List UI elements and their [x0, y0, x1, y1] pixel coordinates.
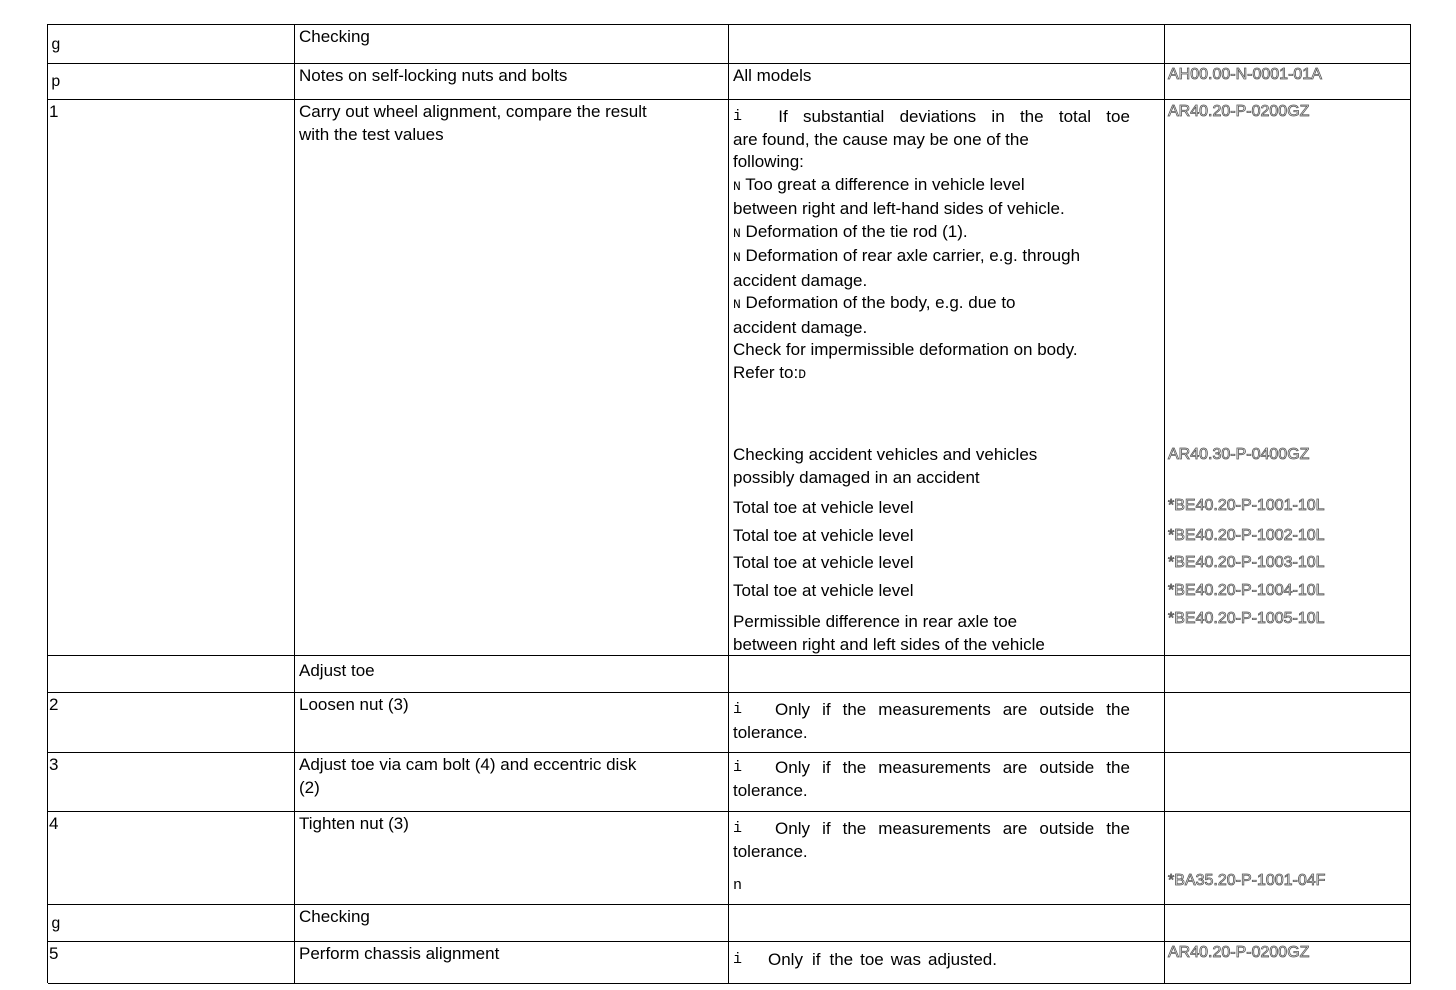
operation-cell	[295, 64, 729, 100]
step-cell	[48, 753, 295, 812]
operation-text: Carry out wheel alignment, compare the result with the test values	[299, 102, 647, 144]
operation-cell	[295, 693, 729, 753]
section-heading: Adjust toe	[299, 661, 375, 680]
reference-cell	[1165, 64, 1411, 100]
bullet-item: N Too great a difference in vehicle level	[733, 174, 1025, 194]
operation-text: Notes on self-locking nuts and bolts	[299, 66, 568, 85]
operation-text: Loosen nut (3)	[299, 695, 409, 714]
info-icon: i	[733, 951, 743, 968]
procedure-table	[47, 24, 1411, 983]
notes-cell	[729, 753, 1165, 812]
info-icon: i	[733, 820, 743, 837]
document-reference[interactable]: *BE40.20-P-1004-10L	[1168, 582, 1325, 599]
table-row	[48, 25, 1412, 64]
document-reference[interactable]: *BE40.20-P-1003-10L	[1168, 554, 1325, 571]
bullet-icon: N	[733, 225, 741, 241]
info-note: i Only if the measurements are outside the tolerance.	[733, 758, 1130, 800]
document-reference[interactable]: *BE40.20-P-1002-10L	[1168, 527, 1325, 544]
reference-cell	[1165, 693, 1411, 753]
reference-cell	[1165, 942, 1411, 984]
step-number: 4	[49, 814, 59, 833]
operation-cell	[295, 656, 729, 693]
table-row	[48, 905, 1412, 942]
document-reference[interactable]: *BE40.20-P-1005-10L	[1168, 610, 1325, 627]
step-cell	[48, 64, 295, 100]
operation-cell	[295, 812, 729, 905]
reference-cell	[1165, 812, 1411, 905]
operation-text: Tighten nut (3)	[299, 814, 409, 833]
step-symbol: g	[51, 915, 61, 933]
sub-item: Total toe at vehicle level	[733, 498, 914, 517]
reference-cell	[1165, 25, 1411, 64]
sub-item: Checking accident vehicles and vehicles possibly damaged in an accident	[733, 445, 1038, 487]
notes-cell	[729, 25, 1165, 64]
operation-cell	[295, 753, 729, 812]
step-cell	[48, 656, 295, 693]
document-reference[interactable]: *BE40.20-P-1001-10L	[1168, 497, 1325, 514]
table-row	[48, 100, 1412, 656]
table-row	[48, 942, 1412, 984]
reference-cell	[1165, 905, 1411, 942]
reference-cell	[1165, 753, 1411, 812]
step-cell	[48, 693, 295, 753]
step-symbol: g	[51, 36, 61, 54]
operation-cell	[295, 905, 729, 942]
document-reference[interactable]: *BA35.20-P-1001-04F	[1168, 872, 1326, 889]
operation-text: Adjust toe via cam bolt (4) and eccentric disk (2)	[299, 755, 637, 797]
step-symbol: p	[51, 73, 61, 91]
document-reference[interactable]: AR40.20-P-0200GZ	[1168, 103, 1310, 120]
table-row	[48, 693, 1412, 753]
notes-cell	[729, 64, 1165, 100]
reference-cell	[1165, 656, 1411, 693]
table-row	[48, 753, 1412, 812]
table-row	[48, 812, 1412, 905]
bullet-item: N Deformation of rear axle carrier, e.g. through	[733, 246, 1081, 265]
bullet-item: N Deformation of the body, e.g. due to	[733, 293, 1016, 312]
bullet-item: N Deformation of the tie rod (1).	[733, 221, 968, 241]
info-note: i Only if the measurements are outside the tolerance.	[733, 819, 1130, 861]
bullet-icon: N	[733, 250, 741, 265]
notes-cell	[729, 942, 1165, 984]
info-icon: i	[733, 759, 743, 776]
operation-text: Perform chassis alignment	[299, 944, 500, 963]
operation-text: Checking	[299, 907, 370, 926]
step-cell	[48, 905, 295, 942]
operation-text: Checking	[299, 27, 370, 46]
step-cell	[48, 100, 295, 656]
info-icon: i	[733, 701, 743, 718]
info-note: i Only if the measurements are outside the tolerance.	[733, 700, 1130, 742]
operation-cell	[295, 100, 729, 656]
step-number: 5	[49, 944, 59, 963]
bullet-icon: N	[733, 297, 741, 312]
table-row	[48, 64, 1412, 100]
notes-cell	[729, 693, 1165, 753]
info-note: i Only if the toe was adjusted.	[733, 949, 997, 972]
info-note-first-line: i If substantial deviations in the total toe	[733, 106, 1130, 129]
reference-cell	[1165, 100, 1411, 656]
notes-cell	[729, 812, 1165, 905]
document-reference[interactable]: AH00.00-N-0001-01A	[1168, 66, 1322, 83]
notes-cell	[729, 656, 1165, 693]
document-link-icon[interactable]: D	[798, 366, 807, 382]
table-row	[48, 656, 1412, 693]
sub-item: Total toe at vehicle level	[733, 553, 914, 572]
refer-to-line: Refer to:D	[733, 362, 807, 382]
info-icon: i	[733, 108, 743, 125]
info-note: i If substantial deviations in the total toe are found, the cause may be one of the following: N Too great a difference in vehicle level between right and left-hand sides of vehicle. N Deformation of the tie rod (1). N Deformation of rear axle carrier, e.g. through accident damage. N Deformation of the body, e.g. due to accident damage. Check for impermissible deformation on body. Refer to:D	[733, 106, 1130, 386]
step-cell	[48, 25, 295, 64]
sub-item: Permissible difference in rear axle toe between right and left sides of the vehicle	[733, 612, 1045, 654]
document-reference[interactable]: AR40.20-P-0200GZ	[1168, 944, 1310, 961]
operation-cell	[295, 942, 729, 984]
torque-icon: n	[733, 877, 743, 894]
operation-cell	[295, 25, 729, 64]
step-cell	[48, 812, 295, 905]
step-cell	[48, 942, 295, 984]
notes-cell	[729, 905, 1165, 942]
document-reference[interactable]: AR40.30-P-0400GZ	[1168, 446, 1310, 463]
applies-to-text: All models	[733, 66, 812, 85]
notes-cell	[729, 100, 1165, 656]
step-number: 1	[49, 102, 59, 121]
sub-item: Total toe at vehicle level	[733, 581, 914, 600]
bullet-icon: N	[733, 178, 741, 194]
step-number: 2	[49, 695, 59, 714]
sub-item: Total toe at vehicle level	[733, 526, 914, 545]
step-number: 3	[49, 755, 59, 774]
